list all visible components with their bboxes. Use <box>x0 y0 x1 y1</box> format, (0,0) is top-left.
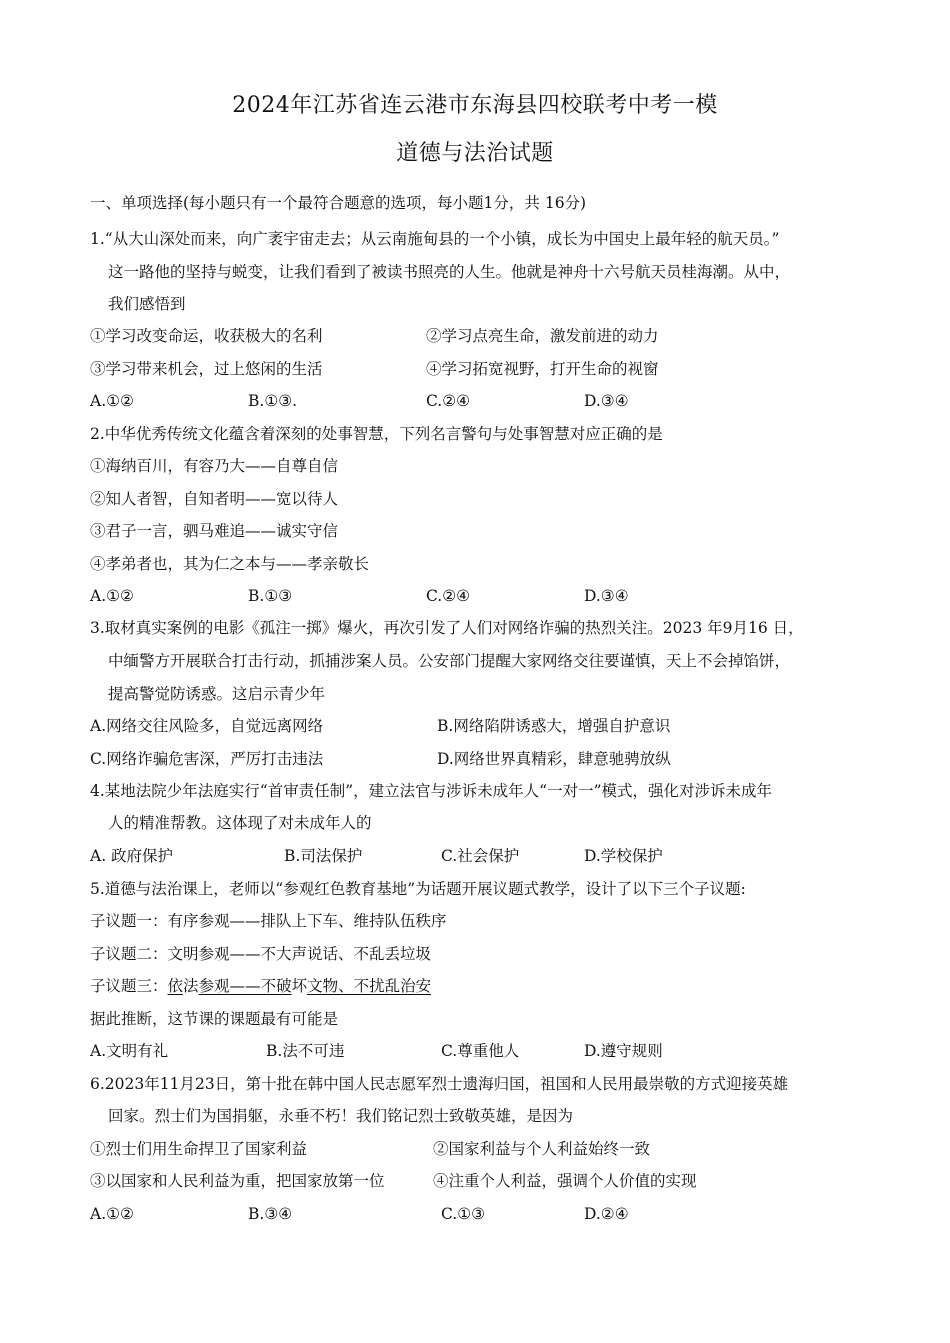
q5-option-b: B.法不可违 <box>266 1042 345 1060</box>
q5-option-a: A.文明有礼 <box>90 1042 169 1060</box>
q6-stem-line-2: 回家。烈士们为国捐躯，永垂不朽！我们铭记烈士致敬英雄，是因为 <box>108 1107 574 1125</box>
q3-stem-line-2: 中缅警方开展联合打击行动，抓捕涉案人员。公安部门提醒大家网络交往要谨慎，天上不会掉馅饼， <box>108 652 791 670</box>
q6-stem-line-1: 6.2023年11月23日，第十批在韩中国人民志愿军烈士遗海归国，祖国和人民用最崇敬的方式迎接英雄 <box>90 1075 789 1093</box>
q1-option-a: A.①② <box>90 392 134 410</box>
q5-sub-topic-3-e: 坏 <box>291 977 308 995</box>
q2-stem: 2.中华优秀传统文化蕴含着深刻的处事智慧，下列名言警句与处事智慧对应正确的是 <box>90 425 663 443</box>
q6-option-a: A.①② <box>90 1205 134 1223</box>
q3-option-c: C.网络诈骗危害深，严厉打击违法 <box>90 750 324 768</box>
q5-sub-topic-3-underlined-a: 依 <box>167 977 184 995</box>
q2-option-b: B.①③ <box>248 587 293 605</box>
q1-item-3: ③学习带来机会，过上悠闲的生活 <box>90 360 323 378</box>
q6-item-3: ③以国家和人民利益为重，把国家放第一位 <box>90 1172 385 1190</box>
q4-option-b: B.司法保护 <box>284 847 363 865</box>
q6-item-4: ④注重个人利益，强调个人价值的实现 <box>433 1172 697 1190</box>
q1-stem-line-1: 1.“从大山深处而来，向广袤宇宙走去；从云南施甸县的一个小镇，成长为中国史上最年轻的航天员。” <box>90 230 780 248</box>
q5-sub-topic-3-b: 法 <box>183 977 199 995</box>
section-heading: 一、单项选择(每小题只有一个最符合题意的选项，每小题1分，共 16分) <box>90 194 587 212</box>
q5-sub-topic-1: 子议题一：有序参观——排队上下车、维持队伍秩序 <box>90 912 447 930</box>
q6-item-2: ②国家利益与个人利益始终一致 <box>433 1140 651 1158</box>
q4-stem-line-1: 4.某地法院少年法庭实行“首审责任制”，建立法官与涉诉未成年人“一对一”模式，强化对涉诉未成年 <box>90 782 772 800</box>
q5-sub-topic-3-underlined-c: 参观—— <box>198 977 261 995</box>
q3-stem-line-1: 3.取材真实案例的电影《孤注一掷》爆火，再次引发了人们对网络诈骗的热烈关注。2023 年9月16 日， <box>90 619 804 637</box>
q5-sub-topic-3-prefix: 子议题三： <box>90 977 168 995</box>
q4-stem-line-2: 人的精准帮教。这体现了对未成年人的 <box>108 814 372 832</box>
q1-option-d: D.③④ <box>584 392 629 410</box>
q4-option-c: C.社会保护 <box>441 847 520 865</box>
q2-item-3: ③君子一言，驷马难追——诚实守信 <box>90 522 339 540</box>
page-subtitle: 道德与法治试题 <box>396 141 554 166</box>
q2-item-1: ①海纳百川，有容乃大——自尊自信 <box>90 457 339 475</box>
q1-item-2: ②学习点亮生命，激发前进的动力 <box>426 327 659 345</box>
q4-option-a: A. 政府保护 <box>90 847 174 865</box>
q3-option-b: B.网络陷阱诱惑大，增强自护意识 <box>437 717 671 735</box>
q1-stem-line-2: 这一路他的坚持与蜕变，让我们看到了被读书照亮的人生。他就是神舟十六号航天员桂海潮。从中， <box>108 263 791 281</box>
q3-option-a: A.网络交往风险多，自觉远离网络 <box>90 717 324 735</box>
q5-sub-topic-2: 子议题二：文明参观——不大声说话、不乱丢垃圾 <box>90 945 432 963</box>
q1-item-1: ①学习改变命运，收获极大的名利 <box>90 327 323 345</box>
q5-question: 据此推断，这节课的课题最有可能是 <box>90 1010 339 1028</box>
q1-item-4: ④学习拓宽视野，打开生命的视窗 <box>426 360 659 378</box>
q4-option-d: D.学校保护 <box>584 847 663 865</box>
q3-option-d: D.网络世界真精彩，肆意驰骋放纵 <box>437 750 671 768</box>
q1-stem-line-3: 我们感悟到 <box>108 295 186 313</box>
q2-option-c: C.②④ <box>426 587 471 605</box>
q2-item-2: ②知人者智，自知者明——宽以待人 <box>90 490 339 508</box>
q6-option-c: C.①③ <box>441 1205 486 1223</box>
q3-stem-line-3: 提高警觉防诱惑。这启示青少年 <box>108 685 326 703</box>
q1-option-c: C.②④ <box>426 392 471 410</box>
q2-option-a: A.①② <box>90 587 134 605</box>
q6-item-1: ①烈士们用生命捍卫了国家利益 <box>90 1140 308 1158</box>
q2-item-4: ④孝弟者也，其为仁之本与——孝亲敬长 <box>90 555 370 573</box>
q5-option-c: C.尊重他人 <box>441 1042 520 1060</box>
q6-option-d: D.②④ <box>584 1205 629 1223</box>
q5-sub-topic-3-underlined-f: 文物、不扰乱治安 <box>307 977 432 995</box>
q5-sub-topic-3-underlined-d: 不破 <box>260 977 292 995</box>
q5-sub-topic-3 <box>90 976 431 996</box>
page-title: 2024年江苏省连云港市东海县四校联考中考一模 <box>232 93 718 118</box>
q1-option-b: B.①③. <box>248 392 298 410</box>
q5-option-d: D.遵守规则 <box>584 1042 663 1060</box>
q6-option-b: B.③④ <box>248 1205 293 1223</box>
q5-stem: 5.道德与法治课上，老师以“参观红色教育基地”为话题开展议题式教学，设计了以下三个子议题: <box>90 880 746 898</box>
q2-option-d: D.③④ <box>584 587 629 605</box>
